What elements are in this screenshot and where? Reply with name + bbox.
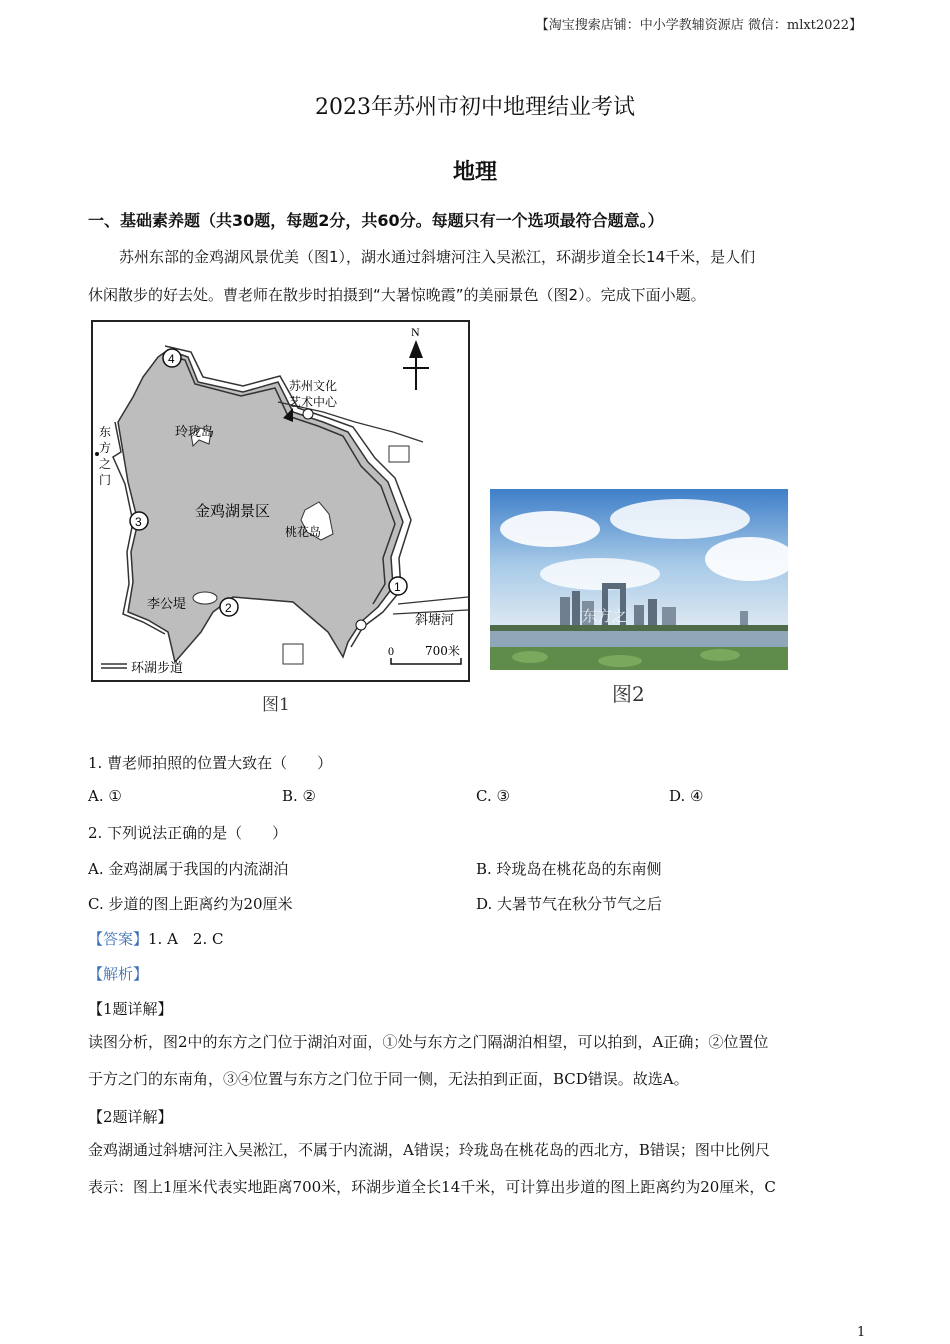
figure-2-caption: 图2 — [612, 682, 645, 706]
building-1 — [560, 597, 570, 629]
q1-stem: 1. 曹老师拍照的位置大致在（ ） — [88, 754, 333, 772]
scale-zero: 0 — [388, 644, 394, 658]
label-ligong: 李公堤 — [147, 597, 187, 612]
q2-option-b: B. 玲珑岛在桃花岛的东南侧 — [476, 860, 662, 878]
marker-4-label: 4 — [168, 352, 175, 366]
detail-2-heading: 【2题详解】 — [88, 1108, 173, 1126]
label-culture-center-2: 艺术中心 — [289, 395, 338, 409]
detail-1-heading: 【1题详解】 — [88, 1000, 173, 1018]
marker-2-label: 2 — [225, 601, 232, 615]
legend-label: 环湖步道 — [131, 661, 184, 676]
q1-option-a: A. ① — [88, 787, 122, 805]
detail-2-line-1: 金鸡湖通过斜塘河注入吴淞江，不属于内流湖，A错误；玲珑岛在桃花岛的西北方，B错误；图中比例尺 — [88, 1141, 770, 1159]
label-east-gate-1: 东 — [99, 425, 112, 439]
cloud-4 — [540, 558, 660, 590]
north-arrow-head — [409, 340, 423, 358]
lotus-leaf-1 — [512, 651, 548, 663]
header-note: 【淘宝搜索店铺：中小学教辅资源店 微信：mlxt2022】 — [535, 18, 862, 33]
detail-1-line-1: 读图分析，图2中的东方之门位于湖泊对面，①处与东方之门隔湖泊相望，可以拍到，A正确；②位置位 — [88, 1033, 769, 1051]
photo-svg — [490, 489, 788, 670]
detail-1-line-2: 于方之门的东南角，③④位置与东方之门位于同一侧，无法拍到正面，BCD错误。故选A。 — [88, 1070, 689, 1088]
marker-3-label: 3 — [135, 515, 142, 529]
label-culture-center-1: 苏州文化 — [289, 379, 338, 393]
q2-option-d: D. 大暑节气在秋分节气之后 — [476, 895, 663, 913]
label-east-gate-2: 方 — [99, 441, 112, 455]
q2-stem: 2. 下列说法正确的是（ ） — [88, 824, 288, 842]
map-svg — [93, 322, 468, 680]
page-title: 2023年苏州市初中地理结业考试 — [315, 95, 635, 120]
q1-option-c: C. ③ — [476, 787, 510, 805]
viewpoint-south-icon — [356, 620, 366, 630]
label-east-gate-3: 之 — [99, 457, 112, 471]
answer-line — [88, 928, 224, 949]
detail-1-body — [88, 1024, 866, 1098]
bridge-icon — [193, 592, 217, 604]
intro-line-1: 苏州东部的金鸡湖风景优美（图1），湖水通过斜塘河注入吴淞江，环湖步道全长14千米，是人们 — [119, 248, 756, 266]
building-2 — [572, 591, 580, 629]
label-scenic-area: 金鸡湖景区 — [195, 502, 271, 520]
figure-1-map — [91, 320, 470, 682]
detail-2-body — [88, 1132, 866, 1206]
page-subtitle: 地理 — [452, 159, 497, 185]
label-linglong: 玲珑岛 — [175, 425, 215, 440]
marker-1-label: 1 — [394, 580, 401, 594]
label-east-gate-4: 门 — [99, 473, 112, 487]
viewpoint-top-icon — [303, 409, 313, 419]
analysis-tag: 【解析】 — [88, 965, 149, 983]
building-icon-east — [389, 446, 409, 462]
figure-2-photo — [490, 489, 788, 670]
scale-value: 700米 — [425, 644, 460, 658]
lotus-leaf-2 — [598, 655, 642, 667]
photo-overlay-text: 东方之 — [582, 607, 628, 625]
q1-option-b: B. ② — [282, 787, 317, 805]
page-number: 1 — [857, 1325, 866, 1340]
east-gate-dot — [95, 452, 99, 456]
xietang-river — [393, 597, 468, 614]
lotus-leaf-3 — [700, 649, 740, 661]
section-heading: 一、基础素养题（共30题，每题2分，共60分。每题只有一个选项最符合题意。） — [88, 211, 664, 230]
answer-tag: 【答案】 — [88, 930, 149, 948]
cloud-2 — [610, 499, 750, 539]
north-label: N — [411, 325, 420, 339]
building-icon-south — [283, 644, 303, 664]
cloud-1 — [500, 511, 600, 547]
building-5 — [648, 599, 657, 629]
q1-option-d: D. ④ — [669, 787, 704, 805]
intro-paragraph — [88, 238, 863, 314]
label-taohua: 桃花岛 — [285, 525, 322, 539]
label-xietang: 斜塘河 — [415, 613, 455, 628]
shore — [490, 625, 788, 631]
q2-option-c: C. 步道的图上距离约为20厘米 — [88, 895, 293, 913]
figure-1-caption: 图1 — [262, 695, 290, 715]
photo-water — [490, 631, 788, 649]
q2-option-a: A. 金鸡湖属于我国的内流湖泊 — [88, 860, 289, 878]
intro-line-2: 休闲散步的好去处。曹老师在散步时拍摄到“大暑惊晚霞”的美丽景色（图2）。完成下面小题。 — [88, 286, 706, 304]
answer-text: 1. A 2. C — [148, 930, 224, 948]
scale-bar — [391, 658, 461, 664]
detail-2-line-2: 表示：图上1厘米代表实地距离700米，环湖步道全长14千米，可计算出步道的图上距离约为20厘米，C — [88, 1178, 776, 1196]
